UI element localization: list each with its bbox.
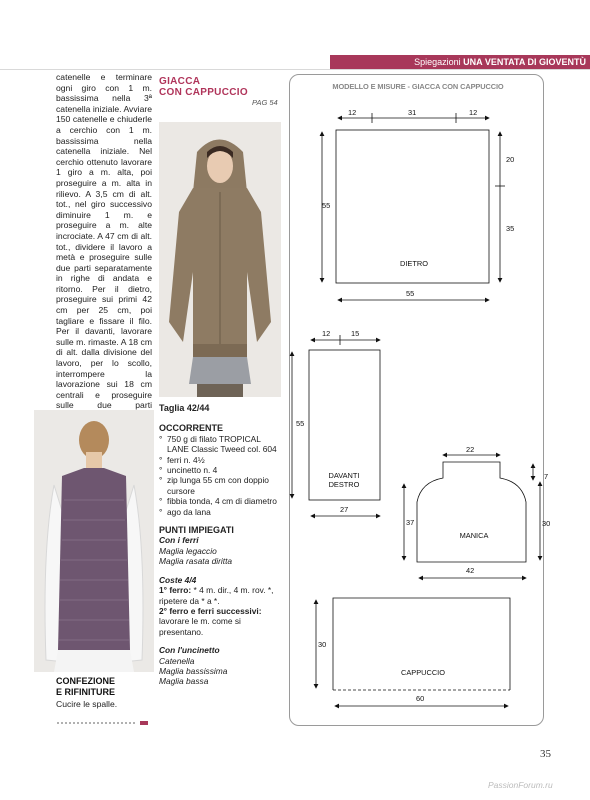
manica-shape — [417, 462, 526, 562]
dietro-dim-top-1: 12 — [348, 108, 357, 117]
dietro-dim-bottom: 55 — [406, 289, 415, 298]
coste-row-2: 2° ferro e ferri successivi: lavorare le m. come si presentano. — [159, 605, 262, 637]
list-item: Maglia bassissima — [159, 665, 228, 676]
davanti-dim-top-2: 15 — [351, 329, 360, 338]
davanti-label: DAVANTI DESTRO — [328, 471, 360, 489]
list-item: Maglia rasata diritta — [159, 556, 233, 567]
confezione-title: CONFEZIONE E RIFINITURE — [56, 676, 116, 697]
dietro-dim-left: 55 — [322, 201, 331, 210]
list-item: ° ago da lana — [159, 507, 281, 517]
davanti-dim-top-1: 12 — [322, 329, 331, 338]
manica-dim-bottom: 42 — [466, 566, 475, 575]
coste-title: Coste 4/4 — [159, 574, 197, 585]
header-title: Spiegazioni UNA VENTATA DI GIOVENTÙ — [414, 57, 586, 67]
ferri-title: Con i ferri — [159, 535, 199, 546]
list-item: ° 750 g di filato TROPICAL LANE Classic Tweed col. 604 — [159, 434, 281, 455]
dietro-dim-top-2: 31 — [408, 108, 417, 117]
left-column-text: catenelle e terminare ogni giro con 1 m. bassissima nella 3ª catenella iniziale. Avviare 150 catenelle e chiuderle a cerchio con 1 m. bassissima nella catenella iniziale. Nel cerchio ottenuto lavorare 1 giro a m. alta, poi proseguire a m. alta in rilievo. A 3,5 cm di alt. tot., nel giro successivo diminuire 1 m. e proseguire a m. alte incrociate. A 47 cm di alt. tot., dividere il lavoro a metà e proseguire sulle due parti separatamente in righe di andata e ritorno. Per il dietro, proseguire sui primi 42 cm per 25 cm, poi tagliare e fissare il filo. Per il davanti, lavorare sulle m. rimaste. A 18 cm di alt. dalla divisione del lavoro, per lo scollo, interrompere la lavorazione sui 18 cm centrali e proseguire sulle due parti — [56, 72, 152, 411]
watermark: PassionForum.ru — [488, 780, 553, 790]
page-reference: PAG 54 — [252, 98, 278, 107]
uncinetto-title: Con l'uncinetto — [159, 645, 220, 656]
manica-dim-right: 30 — [542, 519, 551, 528]
list-item: Maglia legaccio — [159, 545, 217, 556]
dietro-label: DIETRO — [400, 259, 428, 268]
list-item: Maglia bassa — [159, 676, 209, 687]
davanti-dim-left: 55 — [296, 419, 305, 428]
confezione-text: Cucire le spalle. — [56, 699, 118, 709]
cappuccio-label: CAPPUCCIO — [401, 668, 445, 677]
list-item: ° uncinetto n. 4 — [159, 465, 281, 475]
list-item: ° fibbia tonda, 4 cm di diametro — [159, 496, 281, 506]
manica-dim-right-small: 7 — [544, 472, 549, 481]
list-item: ° zip lunga 55 cm con doppio cursore — [159, 475, 281, 496]
manica-dim-left: 37 — [406, 518, 415, 527]
manica-label: MANICA — [459, 531, 489, 540]
page-number: 35 — [540, 748, 551, 760]
scheme-title: MODELLO E MISURE - GIACCA CON CAPPUCCIO — [332, 82, 504, 91]
dietro-dim-right-2: 35 — [506, 224, 515, 233]
occorrente-title: OCCORRENTE — [159, 423, 224, 434]
dietro-dim-top-3: 12 — [469, 108, 478, 117]
punti-title: PUNTI IMPIEGATI — [159, 525, 234, 536]
davanti-dim-bottom: 27 — [340, 505, 349, 514]
list-item: Catenella — [159, 655, 195, 666]
cappuccio-dim-bottom: 60 — [416, 694, 425, 703]
manica-dim-top: 22 — [466, 445, 475, 454]
dietro-dim-right-1: 20 — [506, 155, 515, 164]
pattern-title: GIACCA CON CAPPUCCIO — [159, 76, 248, 98]
coste-row-1: 1° ferro: * 4 m. dir., 4 m. rov. *, ripetere da * a *. — [159, 585, 274, 606]
list-item: ° ferri n. 4½ — [159, 455, 281, 465]
size-label: Taglia 42/44 — [159, 403, 210, 413]
cappuccio-dim-left: 30 — [318, 640, 327, 649]
